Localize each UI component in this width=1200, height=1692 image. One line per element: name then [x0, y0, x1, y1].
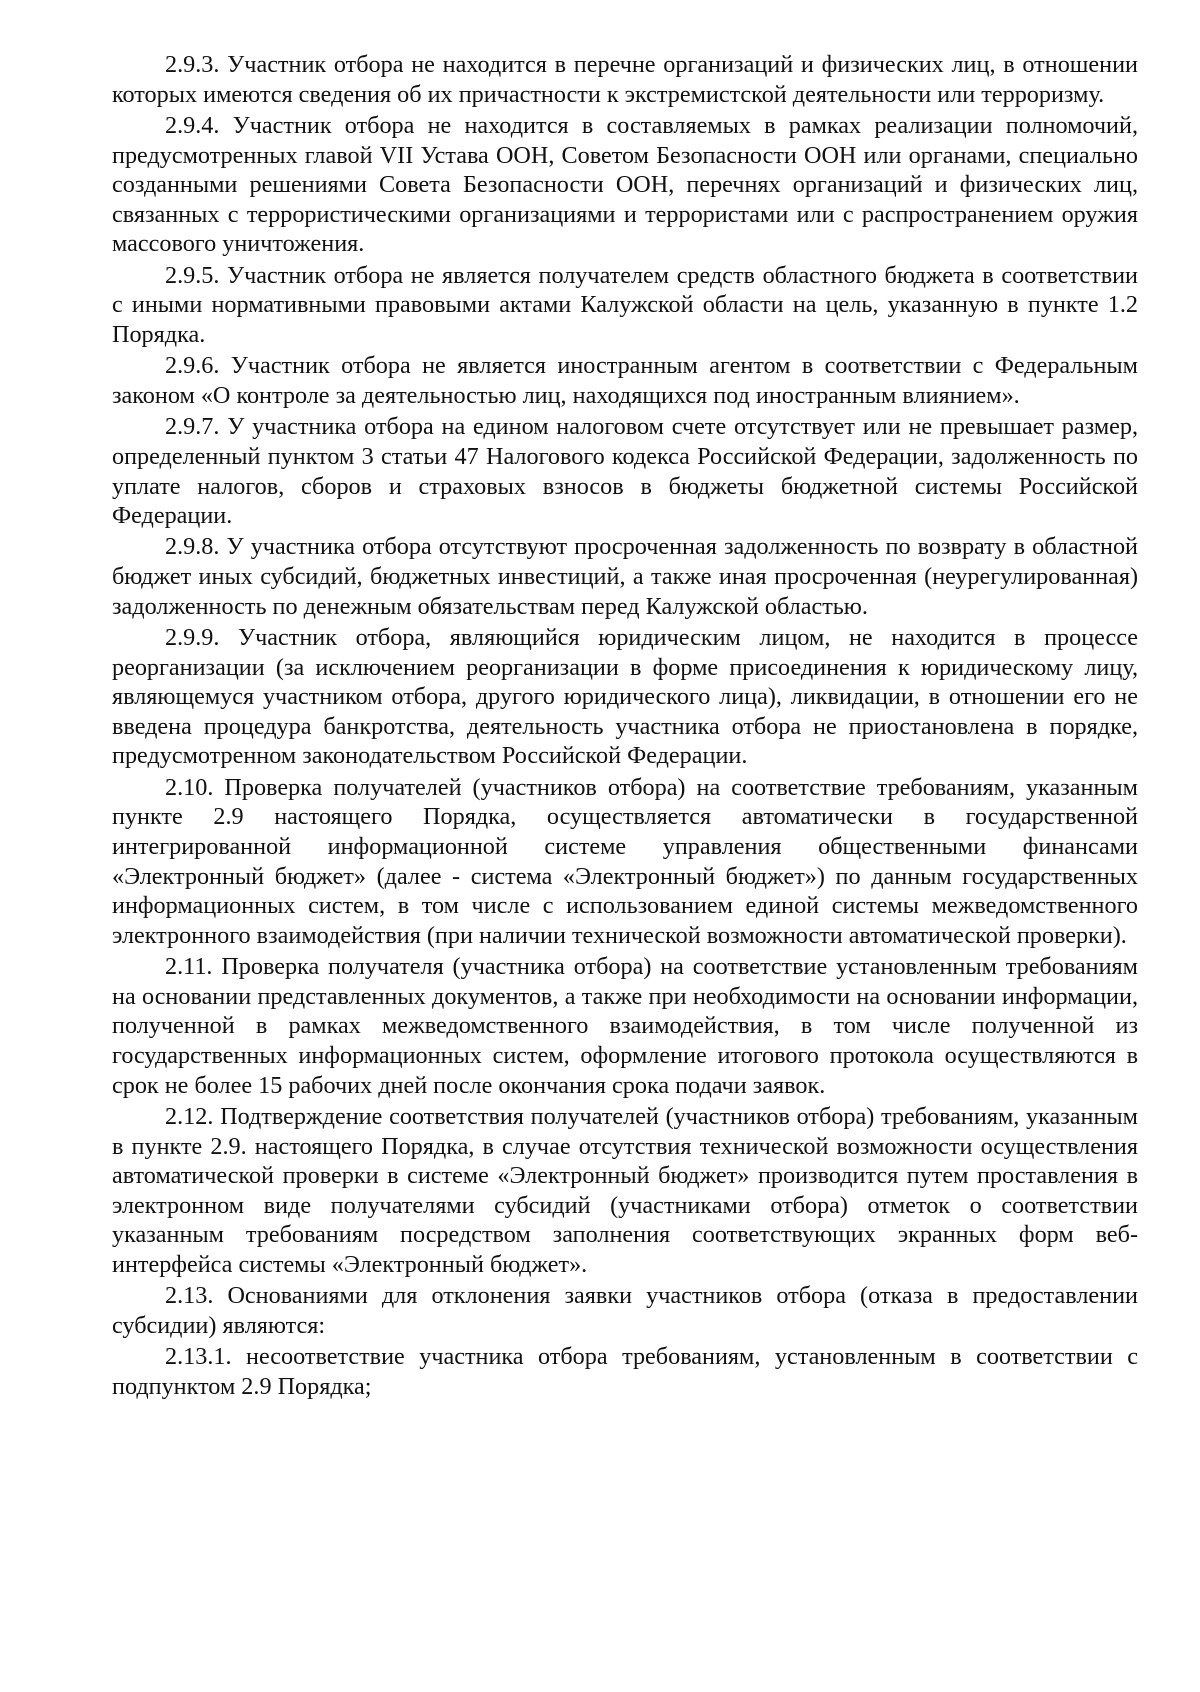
paragraph-2-9-7: 2.9.7. У участника отбора на едином налоговом счете отсутствует или не превышает размер, определенный пунктом 3 статьи 47 Налогового кодекса Российской Федерации, задолженность по уплате налогов, сборов и страховых взносов в бюджеты бюджетной системы Российской Федерации.	[112, 413, 1138, 530]
paragraph-2-10: 2.10. Проверка получателей (участников отбора) на соответствие требованиям, указанным пункте 2.9 настоящего Порядка, осуществляется автоматически в государственной интегрированной информационной системе управления общественными финансами «Электронный бюджет» (далее - система «Электронный бюджет») по данным государственных информационных систем, в том числе с использованием единой системы межведомственного электронного взаимодействия (при наличии технической возможности автоматической проверки).	[112, 773, 1138, 949]
paragraph-2-9-8: 2.9.8. У участника отбора отсутствуют просроченная задолженность по возврату в областной бюджет иных субсидий, бюджетных инвестиций, а также иная просроченная (неурегулированная) задолженность по денежным обязательствам перед Калужской областью.	[112, 533, 1138, 620]
paragraph-2-12: 2.12. Подтверждение соответствия получателей (участников отбора) требованиям, указанным в пункте 2.9. настоящего Порядка, в случае отсутствия технической возможности осуществления автоматической проверки в системе «Электронный бюджет» производится путем проставления в электронном виде получателями субсидий (участниками отбора) отметок о соответствии указанным требованиям посредством заполнения соответствующих экранных форм веб-интерфейса системы «Электронный бюджет».	[112, 1102, 1138, 1278]
paragraph-2-13-1: 2.13.1. несоответствие участника отбора требованиям, установленным в соответствии с подпунктом 2.9 Порядка;	[112, 1343, 1138, 1400]
paragraph-2-9-5: 2.9.5. Участник отбора не является получателем средств областного бюджета в соответствии с иными нормативными правовыми актами Калужской области на цель, указанную в пункте 1.2 Порядка.	[112, 261, 1138, 348]
paragraph-2-9-4: 2.9.4. Участник отбора не находится в составляемых в рамках реализации полномочий, предусмотренных главой VII Устава ООН, Советом Безопасности ООН или органами, специально созданными решениями Совета Безопасности ООН, перечнях организаций и физических лиц, связанных с террористическими организациями и террористами или с распространением оружия массового уничтожения.	[112, 111, 1138, 258]
paragraph-2-11: 2.11. Проверка получателя (участника отбора) на соответствие установленным требованиям на основании представленных документов, а также при необходимости на основании информации, полученной в рамках межведомственного взаимодействия, в том числе полученной из государственных информационных систем, оформление итогового протокола осуществляются в срок не более 15 рабочих дней после окончания срока подачи заявок.	[112, 953, 1138, 1099]
paragraph-2-9-3: 2.9.3. Участник отбора не находится в перечне организаций и физических лиц, в отношении которых имеются сведения об их причастности к экстремистской деятельности или терроризму.	[112, 51, 1138, 108]
paragraph-2-13: 2.13. Основаниями для отклонения заявки участников отбора (отказа в предоставлении субсидии) являются:	[112, 1282, 1138, 1339]
paragraph-2-9-9: 2.9.9. Участник отбора, являющийся юридическим лицом, не находится в процессе реорганизации (за исключением реорганизации в форме присоединения к юридическому лицу, являющемуся участником отбора, другого юридического лица), ликвидации, в отношении его не введена процедура банкротства, деятельность участника отбора не приостановлена в порядке, предусмотренном законодательством Российской Федерации.	[112, 624, 1138, 770]
paragraph-2-9-6: 2.9.6. Участник отбора не является иностранным агентом в соответствии с Федеральным законом «О контроле за деятельностью лиц, находящихся под иностранным влиянием».	[112, 352, 1138, 409]
